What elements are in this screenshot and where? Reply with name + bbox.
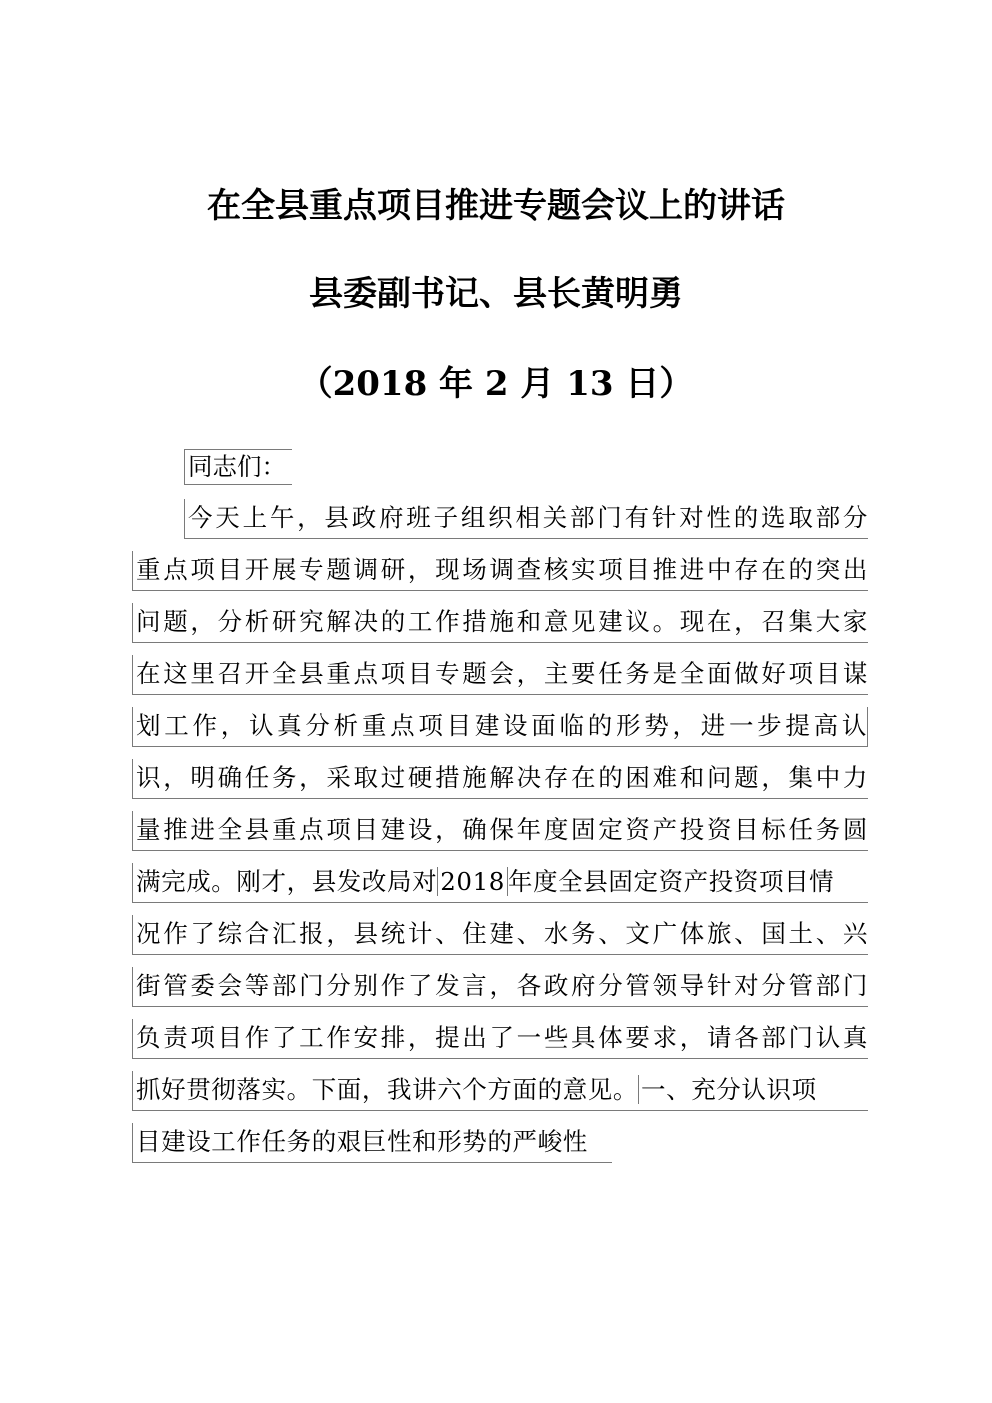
body-line-8-start: 满完成。刚才，县发改局对 bbox=[136, 867, 438, 896]
speaker-line: 县委副书记、县长黄明勇 bbox=[309, 274, 683, 314]
speech-title: 在全县重点项目推进专题会议上的讲话 bbox=[207, 186, 785, 226]
body-line-9: 况作了综合汇报，县统计、住建、水务、文广体旅、国土、兴 bbox=[132, 915, 868, 955]
speech-date: （2018 年 2 月 13 日） bbox=[298, 364, 694, 404]
body-line-12-start: 抓好贯彻落实。下面，我讲六个方面的意见。 bbox=[136, 1075, 638, 1104]
body-line-11: 负责项目作了工作安排，提出了一些具体要求，请各部门认真 bbox=[132, 1019, 868, 1059]
body-line-6: 识，明确任务，采取过硬措施解决存在的困难和问题，集中力 bbox=[132, 759, 868, 799]
body-line-3: 问题，分析研究解决的工作措施和意见建议。现在，召集大家 bbox=[132, 603, 868, 643]
body-line-8 bbox=[132, 863, 868, 903]
body-line-12 bbox=[132, 1071, 868, 1111]
salutation: 同志们： bbox=[184, 449, 292, 485]
body-line-2: 重点项目开展专题调研，现场调查核实项目推进中存在的突出 bbox=[132, 551, 868, 591]
body-line-8-end: 年度全县固定资产投资项目情 bbox=[507, 867, 835, 896]
year-field: 2018 bbox=[437, 867, 508, 896]
body-line-1: 今天上午，县政府班子组织相关部门有针对性的选取部分 bbox=[184, 499, 868, 539]
body-line-5: 划工作，认真分析重点项目建设面临的形势，进一步提高认 bbox=[132, 707, 868, 747]
section-heading-1-end: 目建设工作任务的艰巨性和形势的严峻性 bbox=[132, 1123, 612, 1163]
body-line-10: 街管委会等部门分别作了发言，各政府分管领导针对分管部门 bbox=[132, 967, 868, 1007]
section-heading-1-start: 一、充分认识项 bbox=[638, 1075, 817, 1104]
body-line-4: 在这里召开全县重点项目专题会，主要任务是全面做好项目谋 bbox=[132, 655, 868, 695]
body-line-7: 量推进全县重点项目建设，确保年度固定资产投资目标任务圆 bbox=[132, 811, 868, 851]
